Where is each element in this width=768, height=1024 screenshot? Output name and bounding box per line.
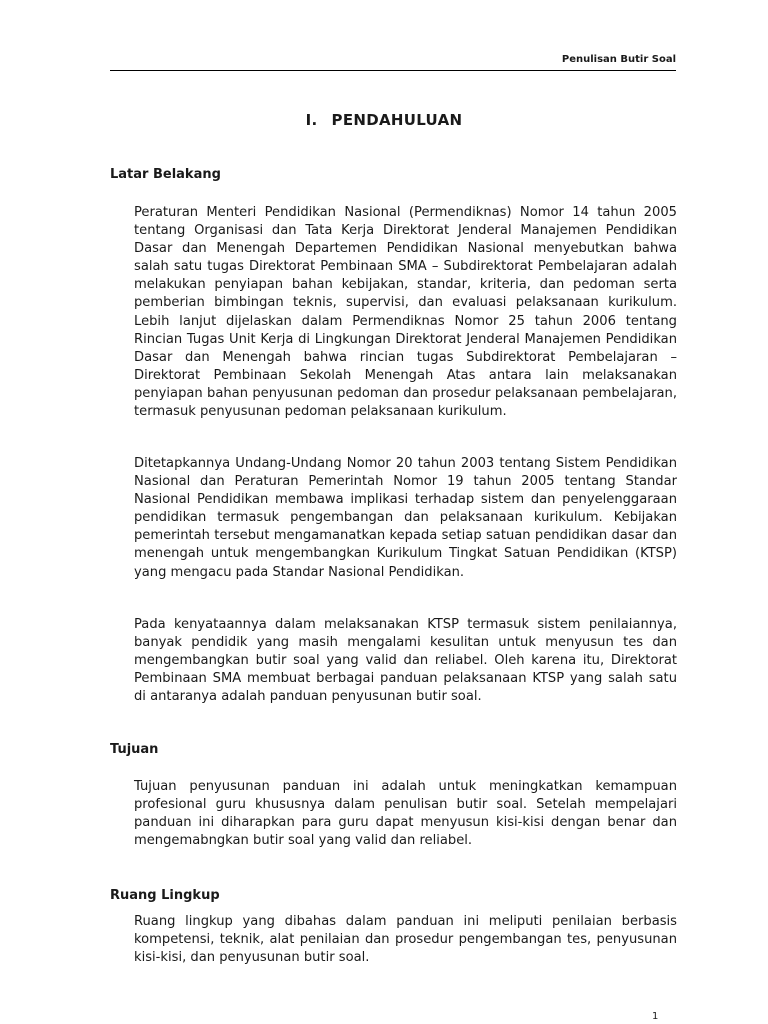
paragraph-latar-belakang-2: Ditetapkannya Undang-Undang Nomor 20 tahun 2003 tentang Sistem Pendidikan Nasional dan Peraturan Pemerintah Nomor 19 tahun 2005 tentang Standar Nasional Pendidikan membawa implikasi terhadap sistem dan penyelenggaraan pendidikan termasuk pengembangan dan pelaksanaan kurikulum. Kebijakan pemerintah tersebut mengamanatkan kepada setiap satuan pendidikan dasar dan menengah untuk mengembangkan Kurikulum Tingkat Satuan Pendidikan (KTSP) yang mengacu pada Standar Nasional Pendidikan. bbox=[134, 456, 677, 580]
paragraph-latar-belakang-1: Peraturan Menteri Pendidikan Nasional (Permendiknas) Nomor 14 tahun 2005 tentang Organisasi dan Tata Kerja Direktorat Jenderal Manajemen Pendidikan Dasar dan Menengah Departemen Pendidikan Nasional menyebutkan bahwa salah satu tugas Direktorat Pembinaan SMA – Subdirektorat Pembelajaran adalah melakukan penyiapan bahan kebijakan, standar, kriteria, dan pedoman serta pemberian bimbingan teknis, supervisi, dan evaluasi pelaksanaan kurikulum. Lebih lanjut dijelaskan dalam Permendiknas Nomor 25 tahun 2006 tentang Rincian Tugas Unit Kerja di Lingkungan Direktorat Jenderal Manajemen Pendidikan Dasar dan Menengah bahwa rincian tugas Subdirektorat Pembelajaran – Direktorat Pembinaan Sekolah Menengah Atas antara lain melaksanakan penyiapan bahan penyusunan pedoman dan prosedur pelaksanaan pembelajaran, termasuk penyusunan pedoman pelaksanaan kurikulum. bbox=[134, 205, 677, 420]
header-rule bbox=[110, 70, 676, 71]
paragraph-latar-belakang-3: Pada kenyataannya dalam melaksanakan KTSP termasuk sistem penilaiannya, banyak pendidik yang masih mengalami kesulitan untuk menyusun tes dan mengembangkan butir soal yang valid dan reliabel. Oleh karena itu, Direktorat Pembinaan SMA membuat berbagai panduan pelaksanaan KTSP yang salah satu di antaranya adalah panduan penyusunan butir soal. bbox=[134, 617, 677, 705]
section-heading-tujuan: Tujuan bbox=[110, 742, 159, 757]
paragraph-tujuan-1: Tujuan penyusunan panduan ini adalah untuk meningkatkan kemampuan profesional guru khususnya dalam penulisan butir soal. Setelah mempelajari panduan ini diharapkan para guru dapat menyusun kisi-kisi dengan benar dan mengemabngkan butir soal yang valid dan reliabel. bbox=[134, 779, 677, 849]
section-heading-latar-belakang: Latar Belakang bbox=[110, 167, 221, 182]
page-header bbox=[110, 54, 676, 68]
chapter-title bbox=[0, 111, 768, 129]
paragraph-ruang-lingkup-1: Ruang lingkup yang dibahas dalam panduan ini meliputi penilaian berbasis kompetensi, teknik, alat penilaian dan prosedur pengembangan tes, penyusunan kisi-kisi, dan penyusunan butir soal. bbox=[134, 914, 677, 966]
chapter-number: I. bbox=[305, 111, 318, 129]
page-number: 1 bbox=[652, 1011, 659, 1022]
running-header-title: Penulisan Butir Soal bbox=[561, 54, 676, 65]
section-heading-ruang-lingkup: Ruang Lingkup bbox=[110, 888, 220, 903]
chapter-title-text: PENDAHULUAN bbox=[331, 111, 463, 129]
